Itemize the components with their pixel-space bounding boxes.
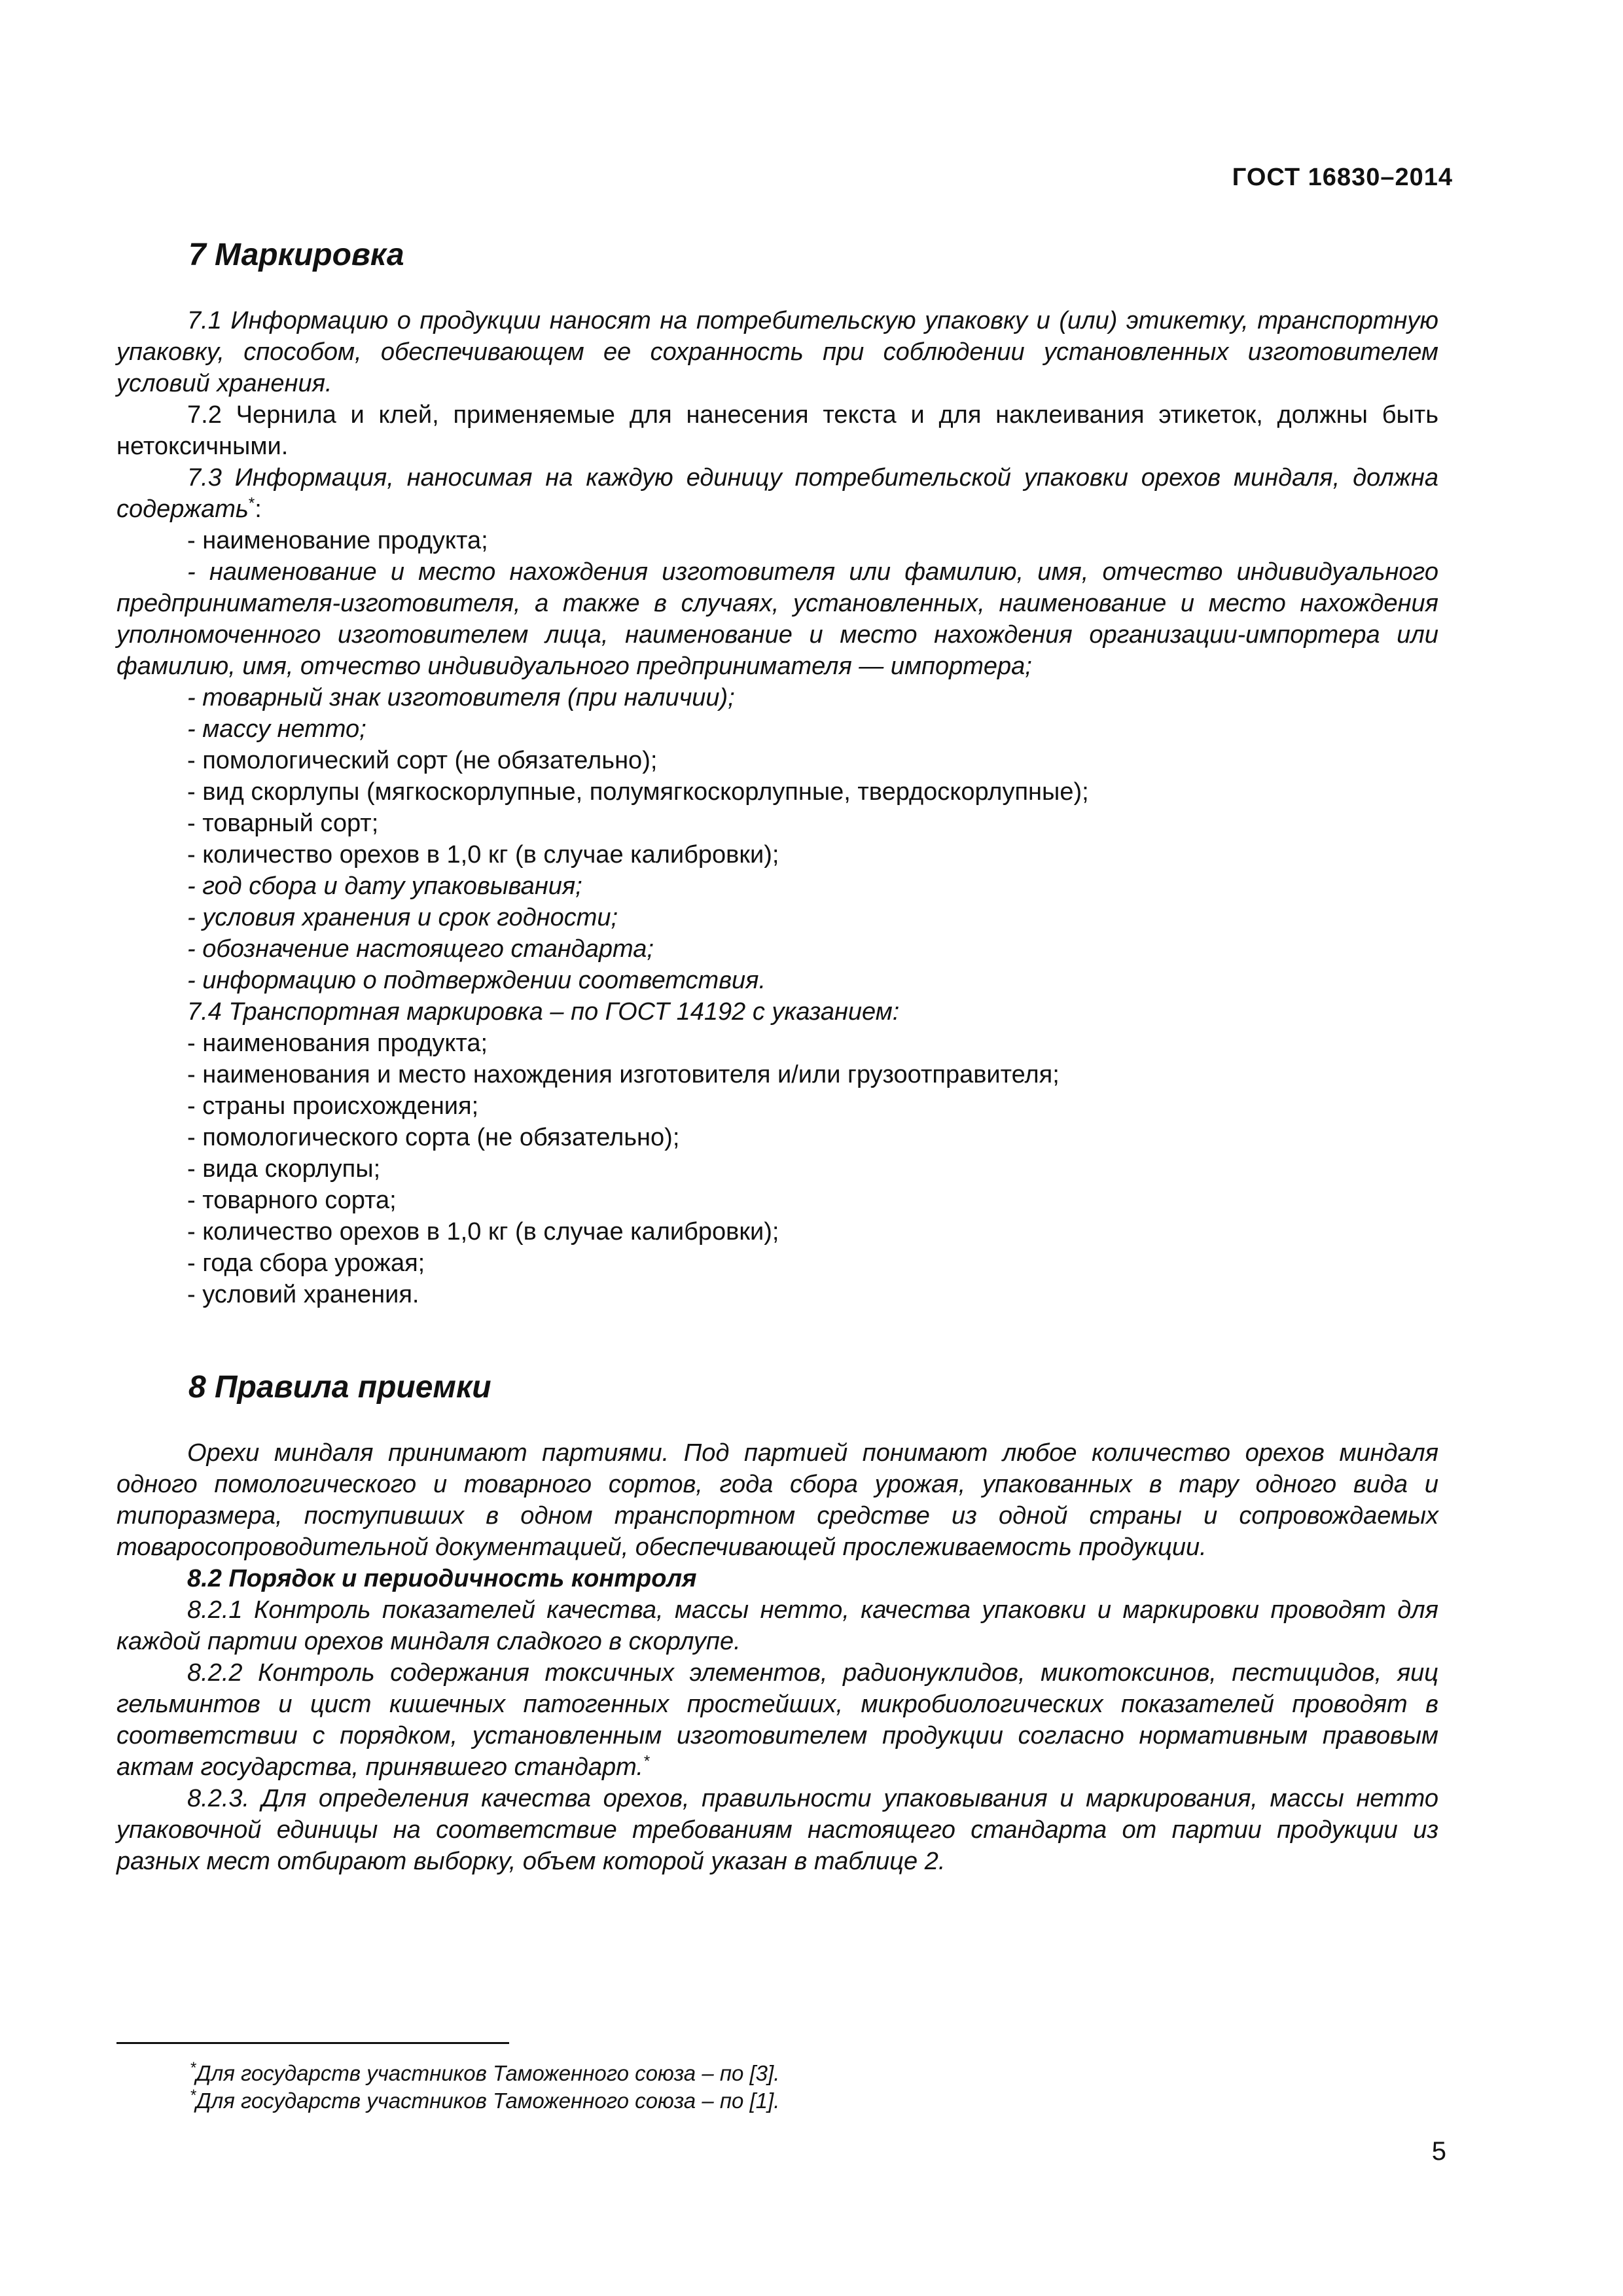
transport-marking-list (116, 1028, 1438, 1310)
section-7-heading: 7 Маркировка (188, 238, 404, 272)
footnote-2-text: Для государств участников Таможенного союза – по [1]. (196, 2089, 780, 2113)
list-item: - наименование продукта; (187, 527, 488, 554)
section-7-body (116, 305, 1438, 1310)
list-item: - товарного сорта; (187, 1187, 397, 1214)
list-item: - страны происхождения; (187, 1092, 479, 1120)
list-item: - информацию о подтверждении соответствия. (187, 967, 766, 994)
paragraph-8-2-2 (116, 1657, 1438, 1783)
list-item: - помологического сорта (не обязательно); (187, 1124, 680, 1151)
list-item: - условий хранения. (187, 1281, 419, 1308)
page-number: 5 (1431, 2137, 1446, 2166)
section-8-heading: 8 Правила приемки (188, 1370, 491, 1405)
paragraph-8-2-3: 8.2.3. Для определения качества орехов, правильности упаковывания и маркирования, массы нетто упаковочной единицы на соответствие требованиям настоящего стандарта от партии продукции из разных мест отбирают выборку, объем которой указан в таблице 2. (116, 1785, 1438, 1875)
paragraph-8-2-1: 8.2.1 Контроль показателей качества, массы нетто, качества упаковки и маркировки проводят для каждой партии орехов миндаля сладкого в скорлупе. (116, 1596, 1438, 1655)
marking-list (116, 525, 1438, 996)
list-item: - год сбора и дату упаковывания; (187, 872, 582, 900)
paragraph-7-1: 7.1 Информацию о продукции наносят на потребительскую упаковку и (или) этикетку, транспортную упаковку, способом, обеспечивающем ее сохранность при соблюдении установленных изготовителем условий хранения. (116, 307, 1438, 397)
footnote-2-mark: * (190, 2087, 196, 2104)
footnote-separator (116, 2042, 509, 2044)
list-item: - наименования продукта; (187, 1030, 488, 1057)
paragraph-7-4: 7.4 Транспортная маркировка – по ГОСТ 14192 с указанием: (187, 998, 900, 1026)
footnote-1-mark: * (190, 2059, 196, 2077)
list-item: - наименование и место нахождения изготовителя или фамилию, имя, отчество индивидуального предпринимателя-изготовителя, а также в случаях, установленных, наименование и место нахождения уполномоченного изготовителем лица, наименование и место нахождения организации-импортера или фамилию, имя, отчество индивидуального предпринимателя — импортера; (116, 558, 1438, 680)
section-8-body (116, 1437, 1438, 1877)
paragraph-7-3-colon: : (255, 495, 262, 523)
list-item: - вида скорлупы; (187, 1155, 381, 1183)
footnote-2 (190, 2088, 779, 2114)
list-item: - товарный сорт; (187, 810, 379, 837)
paragraph-7-3 (116, 462, 1438, 525)
document-header: ГОСТ 16830–2014 (1232, 164, 1453, 191)
footnote-1-text: Для государств участников Таможенного союза – по [3]. (196, 2061, 780, 2085)
paragraph-8-2-2-text: 8.2.2 Контроль содержания токсичных элементов, радионуклидов, микотоксинов, пестицидов, яиц гельминтов и цист кишечных патогенных простейших, микробиологических показателей проводят в соответствии с порядком, установленным изготовителем продукции согласно нормативным правовым актам государства, принявшего стандарт. (116, 1659, 1438, 1781)
list-item: - условия хранения и срок годности; (187, 904, 618, 931)
list-item: - массу нетто; (187, 715, 366, 743)
list-item: - товарный знак изготовителя (при наличии); (187, 684, 735, 711)
footnote-ref-2: * (643, 1752, 650, 1770)
paragraph-7-2: 7.2 Чернила и клей, применяемые для нанесения текста и для наклеивания этикеток, должны быть нетоксичными. (116, 401, 1438, 460)
list-item: - количество орехов в 1,0 кг (в случае калибровки); (187, 1218, 779, 1246)
paragraph-7-3-text: 7.3 Информация, наносимая на каждую единицу потребительской упаковки орехов миндаля, должна содержать (116, 464, 1438, 523)
subsection-8-2-heading: 8.2 Порядок и периодичность контроля (187, 1565, 697, 1592)
footnote-1 (190, 2060, 779, 2087)
section-8-intro: Орехи миндаля принимают партиями. Под партией понимают любое количество орехов миндаля одного помологического и товарного сортов, года сбора урожая, упакованных в тару одного вида и типоразмера, поступивших в одном транспортном средстве из одной страны и сопровождаемых товаросопроводительной документацией, обеспечивающей прослеживаемость продукции. (116, 1439, 1438, 1561)
list-item: - обозначение настоящего стандарта; (187, 935, 654, 963)
footnote-ref-1: * (248, 494, 255, 512)
list-item: - наименования и место нахождения изготовителя и/или грузоотправителя; (187, 1061, 1060, 1088)
list-item: - помологический сорт (не обязательно); (187, 747, 658, 774)
list-item: - вид скорлупы (мягкоскорлупные, полумягкоскорлупные, твердоскорлупные); (187, 778, 1089, 806)
list-item: - года сбора урожая; (187, 1249, 425, 1277)
list-item: - количество орехов в 1,0 кг (в случае калибровки); (187, 841, 779, 869)
